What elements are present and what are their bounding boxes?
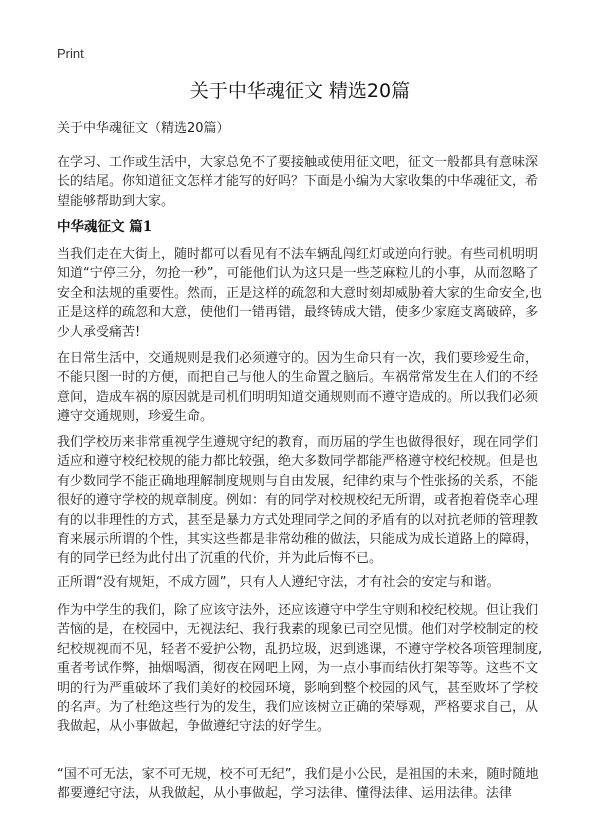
intro-paragraph: 在学习、工作或生活中，大家总免不了要接触或使用征文吧，征文一般都具有意味深长的结尾。你知道征文怎样才能写的好吗？下面是小编为大家收集的中华魂征文，希望能够帮助到大家。	[57, 155, 539, 209]
body-paragraph-6: “国不可无法，家不可无规，校不可无纪”，我们是小公民，是祖国的未来，随时随地都要遵纪守法，从我做起，从小事做起，学习法律、懂得法律、运用法律。法律	[57, 767, 539, 802]
document-subtitle: 关于中华魂征文（精选20篇）	[57, 121, 230, 136]
print-link[interactable]: Print	[57, 46, 84, 61]
body-paragraph-5: 作为中学生的我们，除了应该守法外，还应该遵守中学生守则和校纪校规。但让我们苦恼的是，在校园中，无视法纪、我行我素的现象已司空见惯。他们对学校制定的校纪校规视而不见，轻者不爱护公物，乱扔垃圾，迟到逃课，不遵守学校各项管理制度,重者考试作弊，抽烟喝酒，彻夜在网吧上网，为一点小事而结伙打架等等。这些不文明的行为严重破坏了我们美好的校园环境，影响到整个校园的风气，甚至败坏了学校的名声。为了杜绝这些行为的发生，我们应该树立正确的荣辱观，严格要求自己，从我做起，从小事做起，争做遵纪守法的好学生。	[57, 603, 543, 735]
body-paragraph-4: 正所谓“没有规矩，不成方圆”，只有人人遵纪守法，才有社会的安定与和谐。	[57, 575, 500, 590]
body-paragraph-3: 我们学校历来非常重视学生遵规守纪的教育，而历届的学生也做得很好，现在同学们适应和遵守校纪校规的能力都比较强，绝大多数同学都能严格遵守校纪校规。但是也有少数同学不能正确地理解制度规则与自由发展，纪律约束与个性张扬的关系，不能很好的遵守学校的规章制度。例如：有的同学对校规校纪无所谓，或者抱着侥幸心理有的以非理性的方式，甚至是暴力方式处理同学之间的矛盾有的以对抗老师的管理教育来展示所谓的个性，其实这些都是非常幼稚的做法，只能成为成长道路上的障碍，有的同学已经为此付出了沉重的代价，并为此后悔不已。	[57, 435, 539, 567]
body-paragraph-2: 在日常生活中，交通规则是我们必须遵守的。因为生命只有一次，我们要珍爱生命，不能只图一时的方便，而把自己与他人的生命置之脑后。车祸常常发生在人们的不经意间，造成车祸的原因就是司机们明明知道交通规则而不遵守造成的。所以我们必须遵守交通规则，珍爱生命。	[57, 351, 539, 425]
section-heading: 中华魂征文 篇1	[57, 219, 153, 235]
body-paragraph-1: 当我们走在大街上，随时都可以看见有不法车辆乱闯红灯或逆向行驶。有些司机明明知道“宁停三分，勿抢一秒”，可能他们认为这只是一些芝麻粒儿的小事，从而忽略了安全和法规的重要性。然而，正是这样的疏忽和大意时刻却威胁着大家的生命安全,也正是这样的疏忽和大意，使他们一错再错，最终铸成大错，使多少家庭支离破碎，多少人承受痛苦!	[57, 247, 543, 340]
page-title: 关于中华魂征文 精选20篇	[189, 80, 411, 102]
